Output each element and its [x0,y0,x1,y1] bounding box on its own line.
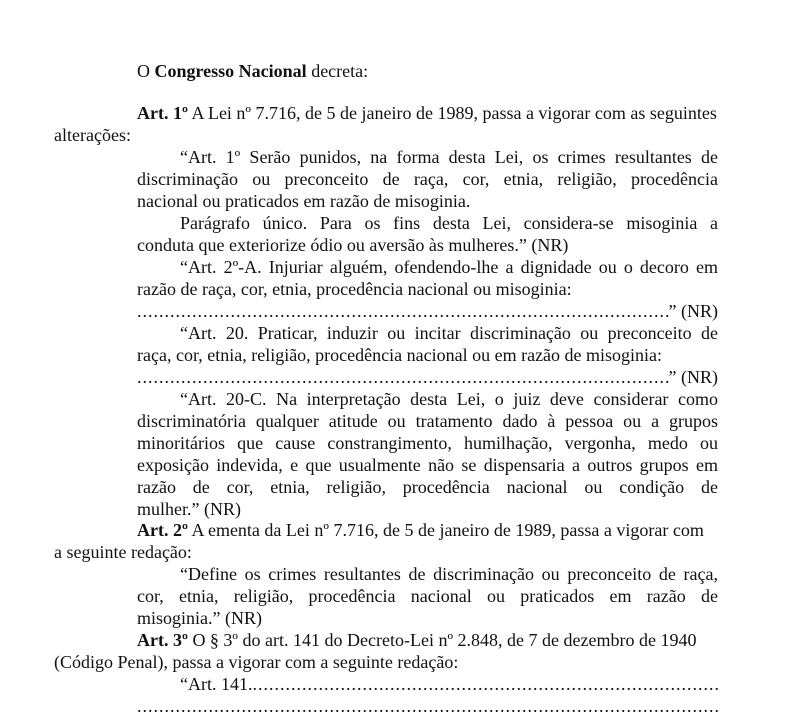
quote2-end: ” (NR) [668,301,718,321]
art1-text: A Lei nº 7.716, de 5 de janeiro de 1989, passa a vigorar com as seguintes [187,103,717,123]
quote5-line1: “Define os crimes resultantes de discriminação ou preconceito de raça, [180,564,718,584]
quote4-line1: “Art. 20-C. Na interpretação desta Lei, o juiz deve considerar como [180,389,718,409]
quote2-line2: razão de raça, cor, etnia, procedência nacional ou misoginia: [137,279,572,299]
dotted-leader [137,300,669,322]
intro-congress: Congresso Nacional [154,61,307,81]
quote4-line3: minoritários que cause constrangimento, humilhação, vergonha, medo ou [137,433,718,453]
quote2-ellipsis-line [137,300,718,322]
art2-line1 [137,519,704,541]
art1-label: Art. 1º [137,103,188,123]
quote3-ellipsis-line [137,366,718,388]
quote3-line1: “Art. 20. Praticar, induzir ou incitar discriminação ou preconceito de [180,323,718,343]
art3-text: O § 3º do art. 141 do Decreto-Lei nº 2.848, de 7 de dezembro de 1940 [187,630,697,650]
quote4-line6: mulher.” (NR) [137,499,241,519]
art3-label: Art. 3º [137,630,188,650]
dotted-leader [252,673,718,695]
quote1-paragraph-line2: conduta que exteriorize ódio ou aversão às mulheres.” (NR) [137,235,569,255]
art2-text: A ementa da Lei nº 7.716, de 5 de janeiro de 1989, passa a vigorar com [187,520,704,540]
quote6-ellipsis-line [137,695,718,717]
quote6-line1 [180,673,718,695]
quote5-line3: misoginia.” (NR) [137,608,262,628]
quote2-line1: “Art. 2º-A. Injuriar alguém, ofendendo-lhe a dignidade ou o decoro em [180,257,718,277]
quote1-line1: “Art. 1º Serão punidos, na forma desta Lei, os crimes resultantes de [180,147,718,167]
art1-line2: alterações: [54,125,131,145]
quote4-line2: discriminatória qualquer atitude ou tratamento dado à pessoa ou a grupos [137,411,718,431]
intro-prefix: O [137,61,155,81]
intro-line [137,60,368,82]
quote1-line3: nacional ou praticados em razão de misoginia. [137,191,471,211]
dotted-leader [137,695,718,717]
quote1-paragraph-line1: Parágrafo único. Para os fins desta Lei, considera-se misoginia a [180,213,718,233]
intro-suffix: decreta: [306,61,369,81]
art2-line2: a seguinte redação: [54,542,192,562]
art2-label: Art. 2º [137,520,188,540]
quote3-line2: raça, cor, etnia, religião, procedência nacional ou em razão de misoginia: [137,345,663,365]
art3-line2: (Código Penal), passa a vigorar com a seguinte redação: [54,652,459,672]
quote5-line2: cor, etnia, religião, procedência nacional ou praticados em razão de [137,586,718,606]
quote3-end: ” (NR) [668,367,718,387]
quote1-line2: discriminação ou preconceito de raça, cor, etnia, religião, procedência [137,169,718,189]
quote6-start: “Art. 141. [180,674,253,694]
dotted-leader [137,366,669,388]
quote4-line4: exposição indevida, e que usualmente não se dispensaria a outros grupos em [137,455,718,475]
quote4-line5: razão de cor, etnia, religião, procedência nacional ou condição de [137,477,718,497]
art3-line1 [137,629,696,651]
art1-line1 [137,102,717,124]
